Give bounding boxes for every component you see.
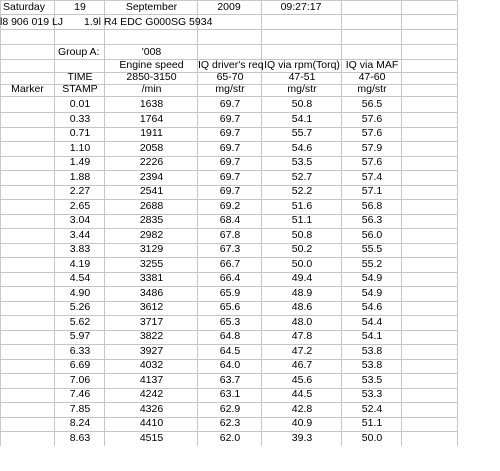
cell-iq-driver[interactable]: 68.4	[219, 214, 241, 226]
cell-iq-rpm[interactable]: 50.8	[291, 98, 313, 110]
header-rpm-unit[interactable]: /min	[141, 83, 162, 95]
cell-iq-driver[interactable]: 69.7	[219, 113, 241, 125]
cell-time-stamp[interactable]: 4.54	[69, 272, 91, 284]
cell-iq-driver[interactable]: 66.4	[219, 272, 241, 284]
cell-iq-maf[interactable]: 57.6	[361, 113, 383, 125]
cell-time-stamp[interactable]: 0.33	[69, 113, 91, 125]
cell-engine-speed[interactable]: 3717	[139, 316, 164, 328]
cell-iq-rpm[interactable]: 48.6	[291, 301, 313, 313]
cell-time-stamp[interactable]: 7.85	[69, 403, 91, 415]
cell-engine-speed[interactable]: 3486	[139, 287, 164, 299]
cell-iq-driver[interactable]: 62.0	[219, 432, 241, 444]
cell-time-stamp[interactable]: 3.04	[69, 214, 91, 226]
cell-iq-maf[interactable]: 54.1	[361, 330, 383, 342]
cell-iq-rpm[interactable]: 51.1	[291, 214, 313, 226]
cell-iq-driver[interactable]: 69.7	[219, 185, 241, 197]
cell-iq-maf[interactable]: 53.8	[361, 345, 383, 357]
cell-engine-speed[interactable]: 3255	[139, 258, 164, 270]
cell-time-stamp[interactable]: 5.26	[69, 301, 91, 313]
cell-iq-maf[interactable]: 57.1	[361, 185, 383, 197]
header-engine-speed[interactable]: Engine speed	[119, 59, 184, 71]
cell-iq-driver[interactable]: 67.8	[219, 229, 241, 241]
header-driver-unit[interactable]: mg/str	[215, 83, 245, 95]
cell-engine-speed[interactable]: 2982	[139, 229, 164, 241]
cell-iq-rpm[interactable]: 50.2	[291, 243, 313, 255]
cell-time-stamp[interactable]: 6.69	[69, 359, 91, 371]
cell-group-value[interactable]: '008	[141, 46, 162, 58]
cell-time[interactable]: 09:27:17	[280, 1, 322, 13]
header-rpm-range[interactable]: 2850-3150	[126, 71, 177, 83]
cell-engine-speed[interactable]: 4326	[139, 403, 164, 415]
cell-iq-driver[interactable]: 63.7	[219, 374, 241, 386]
cell-iq-driver[interactable]: 62.3	[219, 417, 241, 429]
cell-iq-driver[interactable]: 69.7	[219, 142, 241, 154]
cell-time-stamp[interactable]: 7.06	[69, 374, 91, 386]
cell-iq-maf[interactable]: 57.9	[361, 142, 383, 154]
cell-iq-rpm[interactable]: 45.6	[291, 374, 313, 386]
cell-iq-driver[interactable]: 69.7	[219, 156, 241, 168]
cell-engine-desc[interactable]: 1.9l R4 EDC G000SG 5934	[84, 16, 213, 28]
header-stamp[interactable]: STAMP	[62, 83, 98, 95]
header-maf-range[interactable]: 47-60	[358, 71, 386, 83]
header-iq-rpm[interactable]: IQ via rpm(Torq)	[264, 59, 340, 71]
cell-engine-speed[interactable]: 2226	[139, 156, 164, 168]
cell-iq-rpm[interactable]: 52.2	[291, 185, 313, 197]
cell-iq-rpm[interactable]: 49.4	[291, 272, 313, 284]
cell-iq-maf[interactable]: 56.3	[361, 214, 383, 226]
cell-iq-driver[interactable]: 65.3	[219, 316, 241, 328]
cell-iq-rpm[interactable]: 39.3	[291, 432, 313, 444]
cell-iq-maf[interactable]: 56.0	[361, 229, 383, 241]
cell-engine-speed[interactable]: 3822	[139, 330, 164, 342]
cell-iq-maf[interactable]: 57.4	[361, 171, 383, 183]
cell-iq-maf[interactable]: 53.3	[361, 388, 383, 400]
cell-engine-speed[interactable]: 4032	[139, 359, 164, 371]
cell-iq-rpm[interactable]: 55.7	[291, 127, 313, 139]
cell-iq-maf[interactable]: 50.0	[361, 432, 383, 444]
cell-engine-speed[interactable]: 2688	[139, 200, 164, 212]
cell-time-stamp[interactable]: 1.49	[69, 156, 91, 168]
cell-engine-speed[interactable]: 1911	[140, 127, 163, 139]
cell-engine-speed[interactable]: 1638	[139, 98, 164, 110]
cell-iq-driver[interactable]: 65.9	[219, 287, 241, 299]
cell-iq-maf[interactable]: 53.5	[361, 374, 383, 386]
cell-iq-driver[interactable]: 66.7	[219, 258, 241, 270]
blank-area	[458, 0, 500, 471]
cell-iq-maf[interactable]: 56.8	[361, 200, 383, 212]
cell-iq-rpm[interactable]: 50.0	[291, 258, 313, 270]
cell-iq-driver[interactable]: 69.2	[219, 200, 241, 212]
cell-time-stamp[interactable]: 0.01	[69, 98, 91, 110]
cell-iq-driver[interactable]: 69.7	[219, 98, 241, 110]
cell-iq-rpm[interactable]: 50.8	[291, 229, 313, 241]
cell-iq-rpm[interactable]: 47.8	[291, 330, 313, 342]
cell-iq-driver[interactable]: 63.1	[219, 388, 241, 400]
cell-iq-rpm[interactable]: 53.5	[291, 156, 313, 168]
cell-iq-driver[interactable]: 69.7	[219, 171, 241, 183]
cell-iq-rpm[interactable]: 51.6	[291, 200, 313, 212]
cell-time-stamp[interactable]: 2.65	[69, 200, 91, 212]
cell-time-stamp[interactable]: 8.24	[69, 417, 91, 429]
cell-engine-speed[interactable]: 2835	[139, 214, 164, 226]
header-torq-unit[interactable]: mg/str	[287, 83, 317, 95]
cell-time-stamp[interactable]: 3.44	[69, 229, 91, 241]
cell-time-stamp[interactable]: 4.90	[69, 287, 91, 299]
cell-iq-rpm[interactable]: 54.6	[291, 142, 313, 154]
cell-iq-maf[interactable]: 57.6	[361, 127, 383, 139]
cell-time-stamp[interactable]: 3.83	[69, 243, 91, 255]
cell-iq-rpm[interactable]: 40.9	[291, 417, 313, 429]
cell-date[interactable]: 19	[74, 1, 86, 13]
cell-engine-speed[interactable]: 2541	[139, 185, 164, 197]
cell-group-label[interactable]: Group A:	[58, 46, 100, 58]
cell-iq-maf[interactable]: 55.5	[361, 243, 383, 255]
cell-time-stamp[interactable]: 0.71	[69, 127, 91, 139]
cell-time-stamp[interactable]: 2.27	[69, 185, 91, 197]
cell-engine-speed[interactable]: 2394	[139, 171, 164, 183]
blank-area-bottom	[0, 446, 500, 471]
cell-engine-speed[interactable]: 3129	[139, 243, 164, 255]
cell-iq-maf[interactable]: 54.6	[361, 301, 383, 313]
cell-engine-speed[interactable]: 3927	[139, 345, 164, 357]
cell-month[interactable]: September	[125, 1, 178, 13]
cell-year[interactable]: 2009	[217, 1, 241, 13]
cell-iq-maf[interactable]: 51.1	[361, 417, 383, 429]
cell-iq-driver[interactable]: 64.0	[219, 359, 241, 371]
cell-engine-speed[interactable]: 4410	[139, 417, 164, 429]
header-marker[interactable]: Marker	[11, 83, 44, 95]
cell-engine-speed[interactable]: 4242	[139, 388, 164, 400]
cell-iq-rpm[interactable]: 44.5	[291, 388, 313, 400]
cell-time-stamp[interactable]: 5.62	[69, 316, 91, 328]
cell-engine-speed[interactable]: 3381	[139, 272, 164, 284]
cell-day[interactable]: Saturday	[3, 1, 46, 13]
cell-time-stamp[interactable]: 8.63	[69, 432, 91, 444]
cell-iq-rpm[interactable]: 48.0	[291, 316, 313, 328]
header-torq-range[interactable]: 47-51	[288, 71, 316, 83]
header-maf-unit[interactable]: mg/str	[357, 83, 387, 95]
cell-iq-maf[interactable]: 55.2	[361, 258, 383, 270]
cell-time-stamp[interactable]: 6.33	[69, 345, 91, 357]
cell-iq-maf[interactable]: 54.4	[361, 316, 383, 328]
cell-part-number[interactable]: l8 906 019 LJ	[0, 16, 64, 28]
cell-iq-maf[interactable]: 54.9	[361, 287, 383, 299]
cell-time-stamp[interactable]: 4.19	[69, 258, 91, 270]
cell-time-stamp[interactable]: 1.10	[69, 142, 91, 154]
cell-engine-speed[interactable]: 2058	[139, 142, 164, 154]
cell-iq-driver[interactable]: 65.6	[219, 301, 241, 313]
cell-engine-speed[interactable]: 3612	[139, 301, 164, 313]
cell-iq-rpm[interactable]: 54.1	[291, 113, 313, 125]
cell-iq-rpm[interactable]: 48.9	[291, 287, 313, 299]
cell-iq-maf[interactable]: 53.8	[361, 359, 383, 371]
cell-iq-driver[interactable]: 69.7	[219, 127, 241, 139]
cell-iq-driver[interactable]: 64.5	[219, 345, 241, 357]
cell-iq-driver[interactable]: 64.8	[219, 330, 241, 342]
cell-time-stamp[interactable]: 1.88	[69, 171, 91, 183]
cell-iq-maf[interactable]: 57.6	[361, 156, 383, 168]
header-time[interactable]: TIME	[67, 71, 93, 83]
cell-time-stamp[interactable]: 7.46	[69, 388, 91, 400]
header-iq-driver[interactable]: IQ driver's req	[198, 59, 264, 71]
cell-iq-rpm[interactable]: 42.8	[291, 403, 313, 415]
cell-iq-rpm[interactable]: 52.7	[291, 171, 313, 183]
cell-engine-speed[interactable]: 4515	[139, 432, 164, 444]
cell-iq-maf[interactable]: 56.5	[361, 98, 383, 110]
cell-engine-speed[interactable]: 1764	[139, 113, 164, 125]
cell-iq-maf[interactable]: 52.4	[361, 403, 383, 415]
cell-engine-speed[interactable]: 4137	[139, 374, 164, 386]
header-iq-maf[interactable]: IQ via MAF	[345, 59, 399, 71]
cell-time-stamp[interactable]: 5.97	[69, 330, 91, 342]
header-driver-range[interactable]: 65-70	[216, 71, 244, 83]
cell-iq-rpm[interactable]: 47.2	[291, 345, 313, 357]
cell-iq-maf[interactable]: 54.9	[361, 272, 383, 284]
cell-iq-driver[interactable]: 62.9	[219, 403, 241, 415]
cell-iq-driver[interactable]: 67.3	[219, 243, 241, 255]
cell-iq-rpm[interactable]: 46.7	[291, 359, 313, 371]
